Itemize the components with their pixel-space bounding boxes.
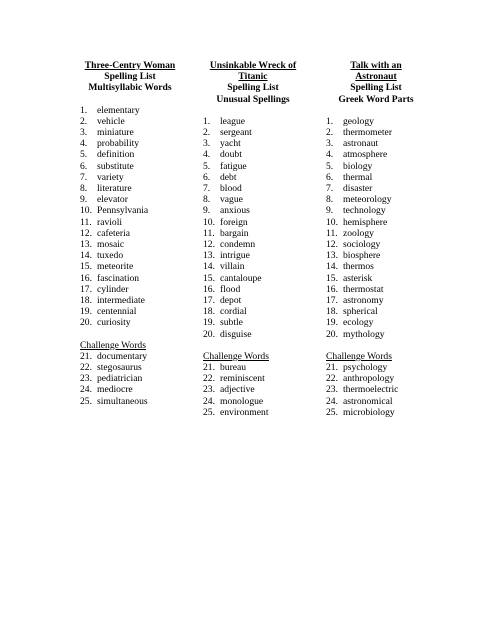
item-number: 1. [80, 104, 88, 116]
column-three-centry-woman [80, 60, 210, 407]
item-number: 8. [326, 194, 334, 206]
list-item [203, 261, 333, 272]
list-item [203, 384, 333, 395]
item-number: 21. [326, 362, 338, 374]
list-item [326, 407, 456, 418]
item-number: 10. [203, 216, 215, 228]
item-number: 2. [80, 115, 88, 127]
list-item [326, 396, 456, 407]
item-number: 22. [203, 373, 215, 385]
column-heading [80, 60, 180, 94]
item-number: 23. [326, 384, 338, 396]
heading-line: Three-Centry Woman [84, 60, 176, 71]
item-word: biology [343, 160, 373, 172]
item-word: thermal [343, 171, 373, 183]
item-number: 17. [203, 295, 215, 307]
item-word: psychology [343, 362, 388, 374]
item-word: condemn [220, 239, 256, 251]
item-number: 24. [326, 395, 338, 407]
item-number: 8. [80, 183, 88, 195]
list-item [80, 306, 210, 317]
item-number: 5. [326, 160, 334, 172]
item-number: 12. [203, 239, 215, 251]
list-item [80, 396, 210, 407]
item-word: depot [220, 295, 242, 307]
list-item [203, 217, 333, 228]
item-number: 5. [80, 149, 88, 161]
item-number: 19. [80, 306, 92, 318]
list-item [326, 250, 456, 261]
item-word: cafeteria [97, 227, 131, 239]
item-number: 11. [80, 216, 92, 228]
list-item [326, 284, 456, 295]
item-number: 25. [326, 406, 338, 418]
item-word: technology [343, 205, 386, 217]
heading-line: Spelling List [227, 82, 279, 94]
item-number: 24. [203, 395, 215, 407]
item-number: 6. [326, 171, 334, 183]
item-number: 21. [80, 350, 92, 362]
list-item [80, 161, 210, 172]
item-number: 3. [80, 127, 88, 139]
list-item [326, 261, 456, 272]
item-word: biosphere [343, 250, 381, 262]
item-number: 23. [80, 373, 92, 385]
item-word: disguise [220, 328, 252, 340]
list-item [80, 217, 210, 228]
item-word: mythology [343, 328, 385, 340]
item-number: 4. [80, 138, 88, 150]
item-number: 16. [80, 272, 92, 284]
item-word: zoology [343, 227, 374, 239]
item-word: doubt [220, 149, 242, 161]
list-item [326, 205, 456, 216]
item-word: ecology [343, 317, 374, 329]
item-number: 6. [80, 160, 88, 172]
list-item [80, 127, 210, 138]
item-number: 15. [80, 261, 92, 273]
item-number: 25. [203, 406, 215, 418]
item-number: 4. [203, 149, 211, 161]
list-item [203, 127, 333, 138]
list-item [203, 194, 333, 205]
column-heading [203, 60, 303, 105]
item-word: fascination [97, 272, 140, 284]
item-number: 21. [203, 362, 215, 374]
item-number: 15. [326, 272, 338, 284]
item-word: documentary [97, 350, 148, 362]
item-word: substitute [97, 160, 134, 172]
item-word: monologue [220, 395, 264, 407]
item-number: 9. [203, 205, 211, 217]
item-number: 14. [326, 261, 338, 273]
item-number: 20. [80, 317, 92, 329]
item-number: 18. [203, 306, 215, 318]
item-number: 2. [326, 127, 334, 139]
list-item [80, 273, 210, 284]
item-word: astronomical [343, 395, 393, 407]
heading-line: Greek Word Parts [338, 93, 414, 105]
item-word: pediatrician [97, 373, 143, 385]
list-item [326, 149, 456, 160]
list-item [80, 295, 210, 306]
heading-line: Spelling List [350, 82, 402, 94]
item-number: 17. [80, 283, 92, 295]
list-item [80, 105, 210, 116]
item-number: 10. [326, 216, 338, 228]
item-word: miniature [97, 127, 134, 139]
list-item [203, 273, 333, 284]
spelling-word-list [203, 116, 333, 340]
item-number: 16. [203, 283, 215, 295]
heading-line: Astronaut [355, 71, 397, 83]
item-word: astronomy [343, 295, 384, 307]
item-word: sergeant [220, 127, 252, 139]
list-item [203, 116, 333, 127]
list-item [326, 306, 456, 317]
list-item [203, 284, 333, 295]
item-number: 4. [326, 149, 334, 161]
item-number: 24. [80, 384, 92, 396]
list-item [326, 161, 456, 172]
item-word: definition [97, 149, 135, 161]
list-item [326, 116, 456, 127]
list-item [80, 138, 210, 149]
item-word: cantaloupe [220, 272, 262, 284]
item-word: villain [220, 261, 245, 273]
item-word: yacht [220, 138, 241, 150]
item-word: stegosaurus [97, 362, 142, 374]
list-item [203, 306, 333, 317]
item-word: tuxedo [97, 250, 124, 262]
list-item [326, 217, 456, 228]
challenge-words-title: Challenge Words [326, 350, 392, 362]
item-word: centennial [97, 306, 137, 318]
item-number: 7. [326, 183, 334, 195]
item-number: 3. [203, 138, 211, 150]
list-item [326, 183, 456, 194]
list-item [80, 172, 210, 183]
list-item [326, 194, 456, 205]
heading-line: Multisyllabic Words [88, 82, 172, 94]
list-item [80, 194, 210, 205]
item-number: 11. [326, 227, 338, 239]
item-number: 6. [203, 171, 211, 183]
list-item [203, 205, 333, 216]
list-item [203, 138, 333, 149]
list-item [80, 384, 210, 395]
item-word: bureau [220, 362, 247, 374]
item-word: thermometer [343, 127, 393, 139]
item-number: 17. [326, 295, 338, 307]
list-item [80, 239, 210, 250]
list-item [203, 317, 333, 328]
item-word: intrigue [220, 250, 250, 262]
item-word: elevator [97, 194, 128, 206]
list-item [80, 261, 210, 272]
item-word: vague [220, 194, 243, 206]
list-item [203, 149, 333, 160]
item-word: vehicle [97, 115, 125, 127]
list-item [203, 362, 333, 373]
item-number: 9. [80, 194, 88, 206]
item-number: 3. [326, 138, 334, 150]
item-word: meteorite [97, 261, 134, 273]
list-item [326, 172, 456, 183]
item-word: thermos [343, 261, 374, 273]
item-word: simultaneous [97, 395, 148, 407]
heading-line: Titanic [238, 71, 268, 83]
item-number: 12. [80, 227, 92, 239]
list-item [80, 362, 210, 373]
item-number: 18. [80, 295, 92, 307]
item-number: 12. [326, 239, 338, 251]
item-word: thermostat [343, 283, 384, 295]
item-number: 13. [203, 250, 215, 262]
list-item [203, 183, 333, 194]
challenge-word-list [80, 351, 210, 407]
item-word: cordial [220, 306, 247, 318]
list-item [203, 161, 333, 172]
item-word: asterisk [343, 272, 373, 284]
list-item [203, 396, 333, 407]
item-number: 14. [203, 261, 215, 273]
item-number: 19. [326, 317, 338, 329]
item-word: intermediate [97, 295, 145, 307]
item-number: 1. [203, 115, 211, 127]
item-number: 9. [326, 205, 334, 217]
challenge-words-title: Challenge Words [203, 350, 269, 362]
list-item [326, 273, 456, 284]
item-word: mediocre [97, 384, 133, 396]
list-item [326, 362, 456, 373]
item-word: variety [97, 171, 124, 183]
spelling-word-list [80, 105, 210, 329]
item-number: 7. [80, 171, 88, 183]
column-heading [326, 60, 426, 105]
list-item [203, 172, 333, 183]
list-item [80, 149, 210, 160]
list-item [80, 183, 210, 194]
item-word: league [220, 115, 246, 127]
item-word: flood [220, 283, 241, 295]
item-number: 10. [80, 205, 92, 217]
item-word: cylinder [97, 283, 129, 295]
list-item [326, 295, 456, 306]
item-number: 22. [80, 362, 92, 374]
list-item [326, 239, 456, 250]
item-number: 8. [203, 194, 211, 206]
list-item [326, 373, 456, 384]
challenge-word-list [203, 362, 333, 418]
item-word: subtle [220, 317, 243, 329]
list-item [203, 250, 333, 261]
item-word: anxious [220, 205, 250, 217]
item-number: 15. [203, 272, 215, 284]
item-number: 13. [80, 239, 92, 251]
item-number: 25. [80, 395, 92, 407]
item-word: meteorology [343, 194, 392, 206]
item-word: debt [220, 171, 237, 183]
heading-line: Unsinkable Wreck of [209, 60, 297, 71]
list-item [326, 228, 456, 239]
list-item [203, 295, 333, 306]
item-word: geology [343, 115, 374, 127]
list-item [80, 317, 210, 328]
heading-line: Talk with an [350, 60, 402, 71]
list-item [203, 329, 333, 340]
list-item [326, 384, 456, 395]
item-word: hemisphere [343, 216, 388, 228]
item-word: environment [220, 406, 269, 418]
item-word: astronaut [343, 138, 379, 150]
item-number: 20. [203, 328, 215, 340]
list-item [80, 373, 210, 384]
list-item [203, 373, 333, 384]
item-number: 13. [326, 250, 338, 262]
list-item [80, 250, 210, 261]
item-number: 7. [203, 183, 211, 195]
list-item [326, 138, 456, 149]
item-number: 20. [326, 328, 338, 340]
item-number: 1. [326, 115, 334, 127]
item-word: probability [97, 138, 140, 150]
item-word: foreign [220, 216, 248, 228]
item-number: 22. [326, 373, 338, 385]
list-item [326, 127, 456, 138]
item-number: 11. [203, 227, 215, 239]
item-number: 18. [326, 306, 338, 318]
item-word: fatigue [220, 160, 247, 172]
item-number: 5. [203, 160, 211, 172]
column-talk-with-an-astronaut [326, 60, 456, 418]
list-item [203, 407, 333, 418]
item-word: mosaic [97, 239, 125, 251]
list-item [203, 239, 333, 250]
list-item [80, 228, 210, 239]
list-item [326, 317, 456, 328]
item-word: microbiology [343, 406, 395, 418]
list-item [80, 284, 210, 295]
item-word: ravioli [97, 216, 123, 228]
heading-line: Unusual Spellings [216, 93, 290, 105]
item-word: elementary [97, 104, 140, 116]
challenge-word-list [326, 362, 456, 418]
item-word: reminiscent [220, 373, 265, 385]
item-word: sociology [343, 239, 381, 251]
item-number: 14. [80, 250, 92, 262]
list-item [80, 205, 210, 216]
item-word: blood [220, 183, 242, 195]
item-word: bargain [220, 227, 249, 239]
item-word: spherical [343, 306, 378, 318]
list-item [203, 228, 333, 239]
item-word: atmosphere [343, 149, 388, 161]
item-number: 23. [203, 384, 215, 396]
item-number: 2. [203, 127, 211, 139]
challenge-words-title: Challenge Words [80, 339, 146, 351]
list-item [80, 116, 210, 127]
item-word: curiosity [97, 317, 131, 329]
item-word: thermoelectric [343, 384, 399, 396]
item-number: 16. [326, 283, 338, 295]
item-word: literature [97, 183, 132, 195]
item-number: 19. [203, 317, 215, 329]
spelling-word-list [326, 116, 456, 340]
column-unsinkable-wreck-of-titanic [203, 60, 333, 418]
item-word: adjective [220, 384, 255, 396]
heading-line: Spelling List [104, 71, 156, 83]
list-item [326, 329, 456, 340]
item-word: Pennsylvania [97, 205, 149, 217]
item-word: disaster [343, 183, 373, 195]
list-item [80, 351, 210, 362]
item-word: anthropology [343, 373, 395, 385]
